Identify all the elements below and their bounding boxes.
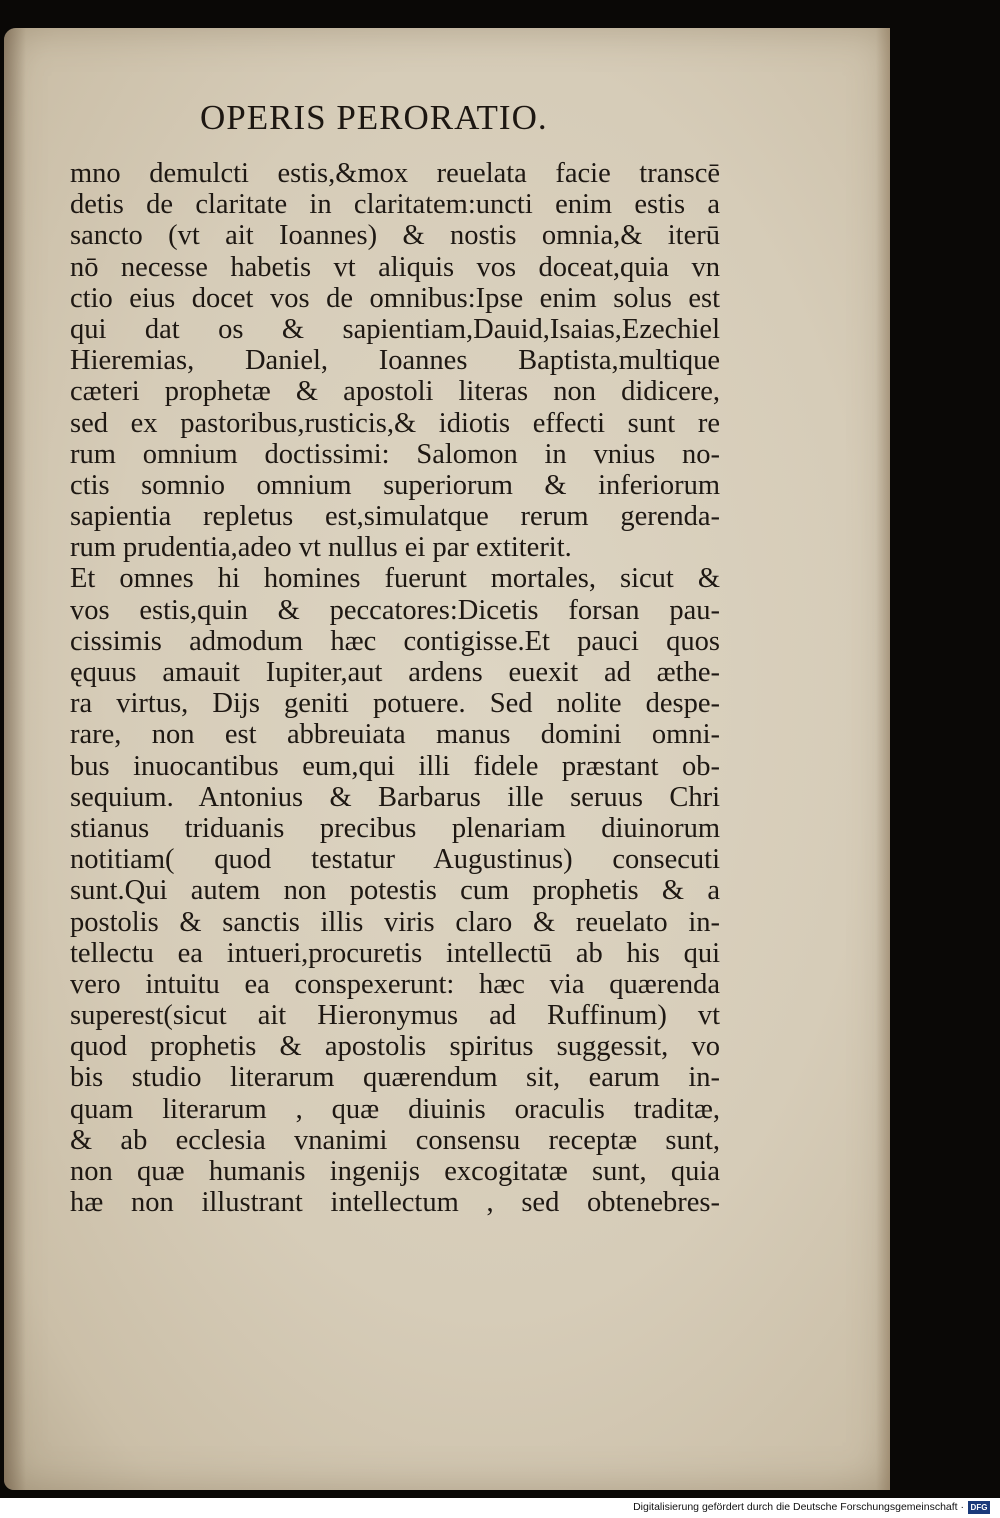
text-line: cissimis admodum hæc contigisse.Et pauci quos xyxy=(70,625,720,657)
text-line: vero intuitu ea conspexerunt: hæc via quærenda xyxy=(70,968,720,1000)
text-line: sequium. Antonius & Barbarus ille seruus Chri xyxy=(70,781,720,813)
text-line: quod prophetis & apostolis spiritus suggessit, vo xyxy=(70,1031,720,1063)
digitization-credit: Digitalisierung gefördert durch die Deutsche Forschungsgemeinschaft · xyxy=(633,1501,964,1513)
page-edge-shadow xyxy=(876,28,890,1490)
text-line: notitiam( quod testatur Augustinus) consecuti xyxy=(70,844,720,876)
text-line: qui dat os & sapientiam,Dauid,Isaias,Ezechiel xyxy=(70,313,720,345)
text-line: non quæ humanis ingenijs excogitatæ sunt, quia xyxy=(70,1156,720,1187)
running-head: OPERIS PERORATIO. xyxy=(200,98,548,137)
text-line: sapientia repletus est,simulatque rerum gerenda- xyxy=(70,501,720,533)
text-line: sunt.Qui autem non potestis cum prophetis & a xyxy=(70,875,720,907)
text-line: ctio eius docet vos de omnibus:Ipse enim solus est xyxy=(70,282,720,314)
text-line: mno demulcti estis,&mox reuelata facie transcē xyxy=(70,158,720,189)
text-line: rare, non est abbreuiata manus domini omni- xyxy=(70,719,720,751)
page-gutter-shadow xyxy=(4,28,26,1490)
footer-bar xyxy=(0,1498,1000,1518)
text-line: detis de claritate in claritatem:uncti enim estis a xyxy=(70,189,720,221)
text-line: bus inuocantibus eum,qui illi fidele præstant ob- xyxy=(70,750,720,782)
text-line: postolis & sanctis illis viris claro & reuelato in- xyxy=(70,906,720,938)
text-line: rum prudentia,adeo vt nullus ei par extiterit. xyxy=(70,532,572,564)
text-line: vos estis,quin & peccatores:Dicetis forsan pau- xyxy=(70,594,720,626)
text-line: quam literarum , quæ diuinis oraculis traditæ, xyxy=(70,1093,720,1125)
body-text xyxy=(70,158,720,1218)
text-line: Hieremias, Daniel, Ioannes Baptista,multique xyxy=(70,345,720,377)
text-line: sed ex pastoribus,rusticis,& idiotis effecti sunt re xyxy=(70,407,720,439)
dfg-logo-icon: DFG xyxy=(968,1501,990,1514)
text-line: ęquus amauit Iupiter,aut ardens euexit ad æthe- xyxy=(70,657,720,688)
text-line: ctis somnio omnium superiorum & inferiorum xyxy=(70,469,720,501)
text-line: Et omnes hi homines fuerunt mortales, sicut & xyxy=(70,563,720,595)
text-line: tellectu ea intueri,procuretis intellectū ab his qui xyxy=(70,937,720,969)
text-line: stianus triduanis precibus plenariam diuinorum xyxy=(70,812,720,844)
text-line: nō necesse habetis vt aliquis vos doceat,quia vn xyxy=(70,251,720,283)
text-line: superest(sicut ait Hieronymus ad Ruffinum) vt xyxy=(70,1000,720,1032)
text-line: cæteri prophetæ & apostoli literas non didicere, xyxy=(70,376,720,408)
text-line: ra virtus, Dijs geniti potuere. Sed nolite despe- xyxy=(70,688,720,720)
text-line: hæ non illustrant intellectum , sed obtenebres- xyxy=(70,1187,720,1219)
text-line: bis studio literarum quærendum sit, earum in- xyxy=(70,1062,720,1094)
text-line: & ab ecclesia vnanimi consensu receptæ sunt, xyxy=(70,1124,720,1156)
text-line: rum omnium doctissimi: Salomon in vnius no- xyxy=(70,438,720,470)
text-line: sancto (vt ait Ioannes) & nostis omnia,& iterū xyxy=(70,220,720,252)
